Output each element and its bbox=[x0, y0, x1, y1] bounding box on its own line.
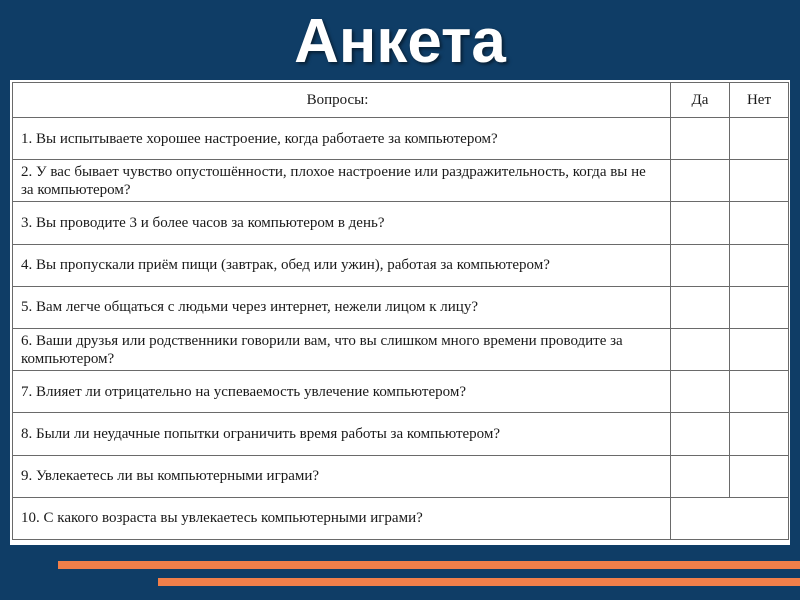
table-row bbox=[13, 286, 789, 328]
answer-no-cell[interactable] bbox=[730, 202, 789, 244]
table-row bbox=[13, 118, 789, 160]
answer-no-cell[interactable] bbox=[730, 244, 789, 286]
answer-cell[interactable] bbox=[671, 497, 789, 539]
answer-no-cell[interactable] bbox=[730, 328, 789, 370]
header-questions: Вопросы: bbox=[13, 83, 671, 118]
question-text: 3. Вы проводите 3 и более часов за компьютером в день? bbox=[13, 202, 671, 244]
question-text: 6. Ваши друзья или родственники говорили вам, что вы слишком много времени проводите за компьютером? bbox=[13, 328, 671, 370]
table-row bbox=[13, 328, 789, 370]
table-row bbox=[13, 413, 789, 455]
decorative-accent-bar bbox=[58, 561, 800, 569]
table-row bbox=[13, 202, 789, 244]
table-row bbox=[13, 497, 789, 539]
decorative-accent-bar bbox=[158, 578, 800, 586]
table-header-row bbox=[13, 83, 789, 118]
table-row bbox=[13, 244, 789, 286]
answer-yes-cell[interactable] bbox=[671, 455, 730, 497]
question-text: 4. Вы пропускали приём пищи (завтрак, обед или ужин), работая за компьютером? bbox=[13, 244, 671, 286]
answer-yes-cell[interactable] bbox=[671, 160, 730, 202]
question-text: 10. С какого возраста вы увлекаетесь компьютерными играми? bbox=[13, 497, 671, 539]
survey-table bbox=[12, 82, 789, 540]
answer-yes-cell[interactable] bbox=[671, 286, 730, 328]
question-text: 7. Влияет ли отрицательно на успеваемость увлечение компьютером? bbox=[13, 371, 671, 413]
question-text: 2. У вас бывает чувство опустошённости, плохое настроение или раздражительность, когда вы не за компьютером? bbox=[13, 160, 671, 202]
answer-yes-cell[interactable] bbox=[671, 244, 730, 286]
question-text: 5. Вам легче общаться с людьми через интернет, нежели лицом к лицу? bbox=[13, 286, 671, 328]
header-no: Нет bbox=[730, 83, 789, 118]
answer-yes-cell[interactable] bbox=[671, 202, 730, 244]
answer-yes-cell[interactable] bbox=[671, 371, 730, 413]
answer-no-cell[interactable] bbox=[730, 286, 789, 328]
answer-no-cell[interactable] bbox=[730, 455, 789, 497]
question-text: 1. Вы испытываете хорошее настроение, когда работаете за компьютером? bbox=[13, 118, 671, 160]
table-row bbox=[13, 455, 789, 497]
answer-no-cell[interactable] bbox=[730, 371, 789, 413]
answer-no-cell[interactable] bbox=[730, 118, 789, 160]
answer-yes-cell[interactable] bbox=[671, 118, 730, 160]
slide-title: Анкета bbox=[294, 7, 506, 76]
survey-panel bbox=[10, 80, 790, 545]
question-text: 9. Увлекаетесь ли вы компьютерными играми? bbox=[13, 455, 671, 497]
header-yes: Да bbox=[671, 83, 730, 118]
answer-yes-cell[interactable] bbox=[671, 413, 730, 455]
table-row bbox=[13, 371, 789, 413]
question-text: 8. Были ли неудачные попытки ограничить время работы за компьютером? bbox=[13, 413, 671, 455]
answer-no-cell[interactable] bbox=[730, 413, 789, 455]
answer-no-cell[interactable] bbox=[730, 160, 789, 202]
table-row bbox=[13, 160, 789, 202]
answer-yes-cell[interactable] bbox=[671, 328, 730, 370]
